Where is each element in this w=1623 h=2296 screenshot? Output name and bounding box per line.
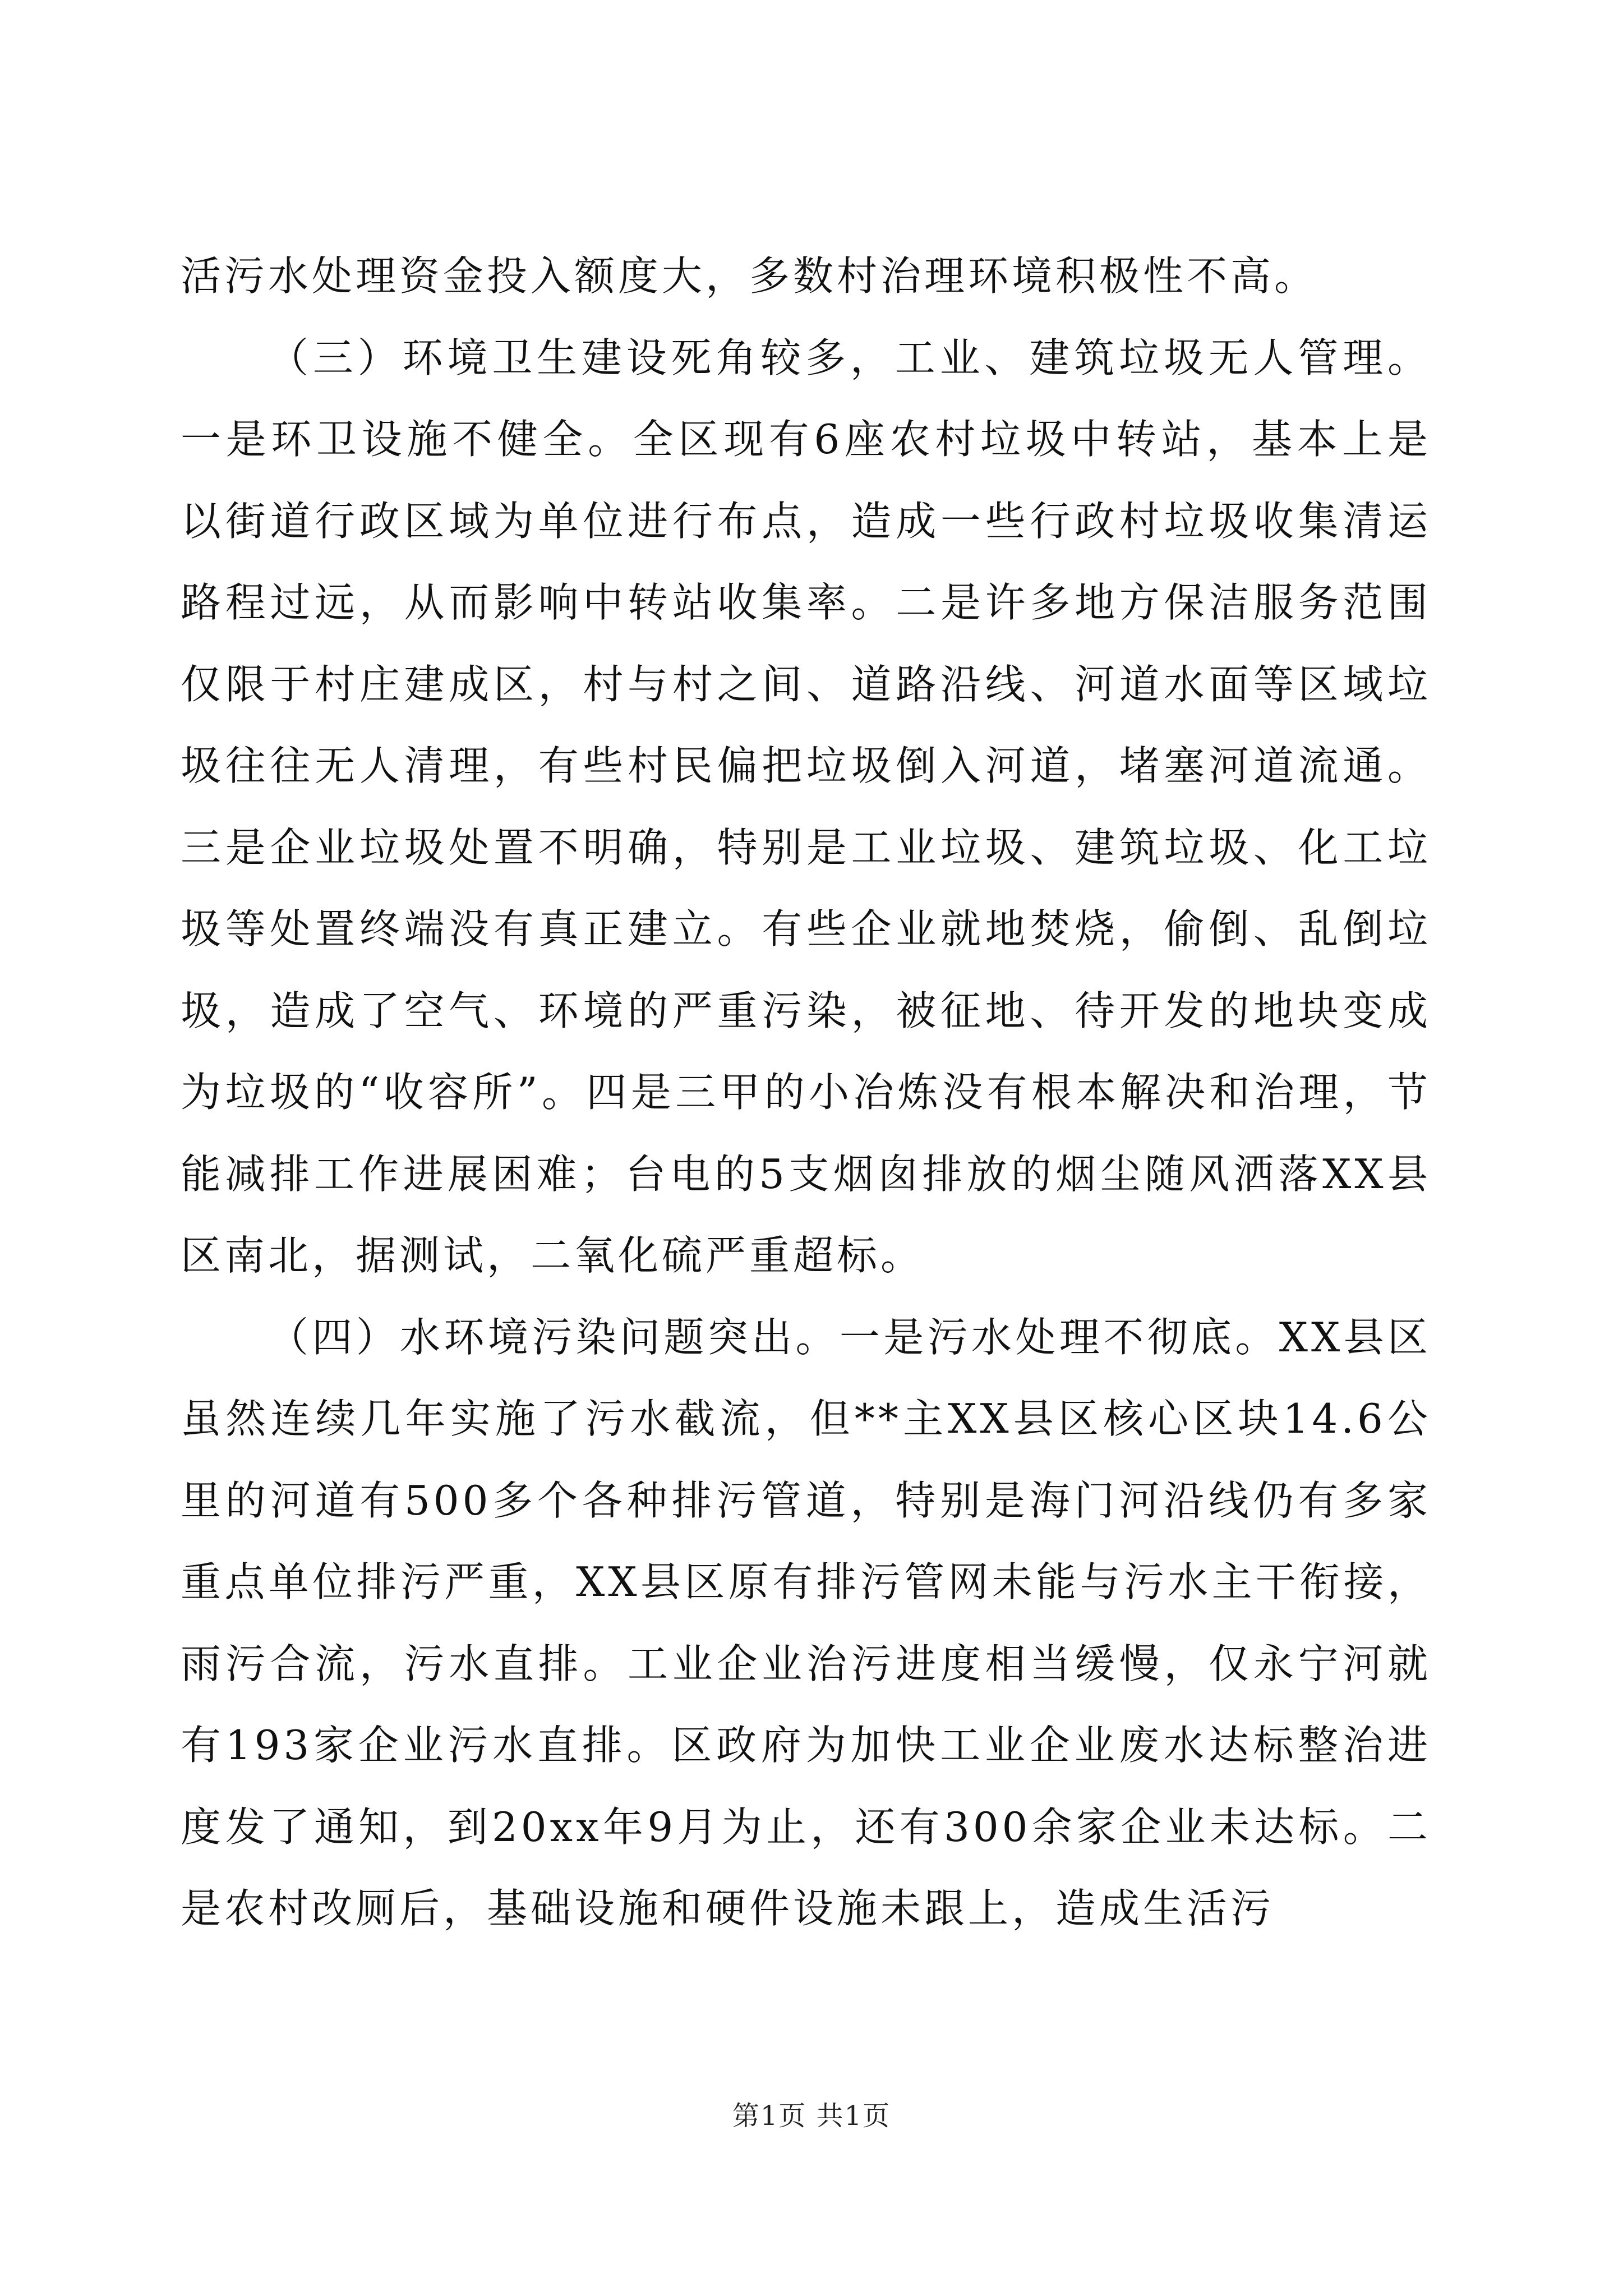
paragraph-section-4: （四）水环境污染问题突出。一是污水处理不彻底。XX县区虽然连续几年实施了污水截流，但**主XX县区核心区块14.6公里的河道有500多个各种排污管道，特别是海门河沿线仍有多家重点单位排污严重，XX县区原有排污管网未能与污水主干衔接，雨污合流，污水直排。工业企业治污进度相当缓慢，仅永宁河就有193家企业污水直排。区政府为加快工业企业废水达标整治进度发了通知，到20xx年9月为止，还有300余家企业未达标。二是农村改厕后，基础设施和硬件设施未跟上，造成生活污 xyxy=(181,1313,1431,1932)
page-number-footer: 第1页 共1页 xyxy=(732,2100,891,2132)
paragraph-section-3: （三）环境卫生建设死角较多，工业、建筑垃圾无人管理。一是环卫设施不健全。全区现有6座农村垃圾中转站，基本上是以街道行政区域为单位进行布点，造成一些行政村垃圾收集清运路程过远，从而影响中转站收集率。二是许多地方保洁服务范围仅限于村庄建成区，村与村之间、道路沿线、河道水面等区域垃圾往往无人清理，有些村民偏把垃圾倒入河道，堵塞河道流通。三是企业垃圾处置不明确，特别是工业垃圾、建筑垃圾、化工垃圾等处置终端没有真正建立。有些企业就地焚烧，偷倒、乱倒垃圾，造成了空气、环境的严重污染，被征地、待开发的地块变成为垃圾的“收容所”。四是三甲的小冶炼没有根本解决和治理，节能减排工作进展困难；台电的5支烟囱排放的烟尘随风洒落XX县区南北，据测试，二氧化硫严重超标。 xyxy=(181,334,1431,1279)
paragraph-continuation: 活污水处理资金投入额度大，多数村治理环境积极性不高。 xyxy=(181,252,1318,300)
document-body xyxy=(181,236,1431,1950)
